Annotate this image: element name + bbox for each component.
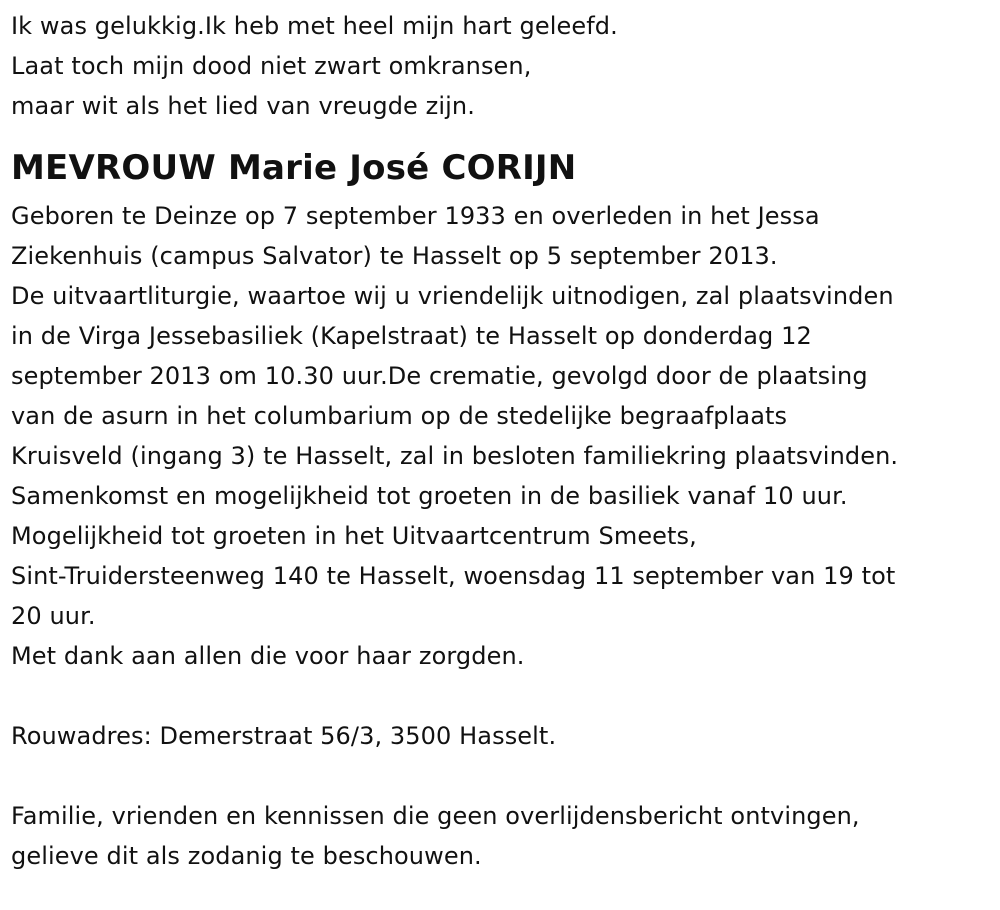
obituary-body	[11, 196, 991, 676]
body-line: Mogelijkheid tot groeten in het Uitvaartcentrum Smeets,	[11, 522, 697, 550]
closing-line: gelieve dit als zodanig te beschouwen.	[11, 842, 482, 870]
closing-line: Familie, vrienden en kennissen die geen overlijdensbericht ontvingen,	[11, 802, 860, 830]
body-line: Ziekenhuis (campus Salvator) te Hasselt op 5 september 2013.	[11, 242, 778, 270]
body-line: september 2013 om 10.30 uur.De crematie, gevolgd door de plaatsing	[11, 362, 868, 390]
body-line: Met dank aan allen die voor haar zorgden.	[11, 642, 525, 670]
poem-line: maar wit als het lied van vreugde zijn.	[11, 92, 475, 120]
body-line: van de asurn in het columbarium op de stedelijke begraafplaats	[11, 402, 788, 430]
body-line: Kruisveld (ingang 3) te Hasselt, zal in besloten familiekring plaatsvinden.	[11, 442, 899, 470]
body-line: Samenkomst en mogelijkheid tot groeten in de basiliek vanaf 10 uur.	[11, 482, 848, 510]
body-line: 20 uur.	[11, 602, 96, 630]
closing-note	[11, 796, 991, 876]
obituary-document	[11, 6, 991, 876]
spacer	[11, 756, 991, 796]
poem-line: Ik was gelukkig.Ik heb met heel mijn hart geleefd.	[11, 12, 618, 40]
mourning-address: Rouwadres: Demerstraat 56/3, 3500 Hasselt.	[11, 722, 557, 750]
poem-line: Laat toch mijn dood niet zwart omkransen,	[11, 52, 532, 80]
deceased-name-heading: MEVROUW Marie José CORIJN	[11, 148, 577, 188]
spacer	[11, 676, 991, 716]
poem	[11, 6, 991, 126]
body-line: Sint-Truidersteenweg 140 te Hasselt, woensdag 11 september van 19 tot	[11, 562, 896, 590]
body-line: Geboren te Deinze op 7 september 1933 en overleden in het Jessa	[11, 202, 820, 230]
body-line: in de Virga Jessebasiliek (Kapelstraat) te Hasselt op donderdag 12	[11, 322, 812, 350]
body-line: De uitvaartliturgie, waartoe wij u vriendelijk uitnodigen, zal plaatsvinden	[11, 282, 894, 310]
